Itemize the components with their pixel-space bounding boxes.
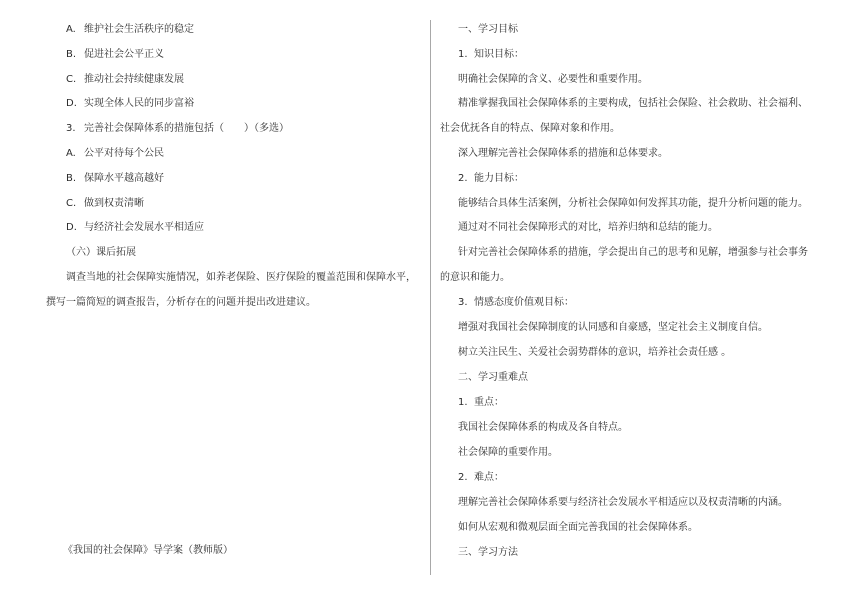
subheading-number: 1. xyxy=(458,49,468,60)
option-marker: A. xyxy=(66,24,76,35)
subheading-title: 能力目标： xyxy=(474,173,524,184)
subheading-difficulty xyxy=(458,471,504,485)
subheading-number: 3. xyxy=(458,297,468,308)
subheading-knowledge xyxy=(458,48,524,62)
paragraph-line: 的意识和能力。 xyxy=(440,272,510,283)
paragraph-line: 精准掌握我国社会保障体系的主要构成，包括社会保险、社会救助、社会福利、 xyxy=(458,98,808,109)
option-text: 保障水平越高越好 xyxy=(84,173,164,184)
q3-option-a xyxy=(66,147,164,161)
option-text: 促进社会公平正义 xyxy=(84,49,164,60)
option-c xyxy=(66,73,184,87)
subheading-number: 2. xyxy=(458,472,468,483)
column-divider xyxy=(430,20,431,575)
paragraph-line: 深入理解完善社会保障体系的措施和总体要求。 xyxy=(458,148,668,159)
q3-option-d xyxy=(66,221,204,235)
option-marker: B. xyxy=(66,173,77,184)
subheading-title: 情感态度价值观目标： xyxy=(474,297,574,308)
option-text: 与经济社会发展水平相适应 xyxy=(84,222,204,233)
option-a xyxy=(66,23,194,37)
question-number: 3. xyxy=(66,123,76,134)
paragraph-line: 针对完善社会保障体系的措施，学会提出自己的思考和见解，增强参与社会事务 xyxy=(458,247,808,258)
subheading-title: 知识目标： xyxy=(474,49,524,60)
section-heading-objectives: 一、学习目标 xyxy=(458,24,518,35)
question-3 xyxy=(66,122,289,136)
option-marker: A. xyxy=(66,148,76,159)
q3-option-b xyxy=(66,172,164,186)
question-stem: 完善社会保障体系的措施包括（ ）（多选） xyxy=(84,123,289,134)
option-text: 推动社会持续健康发展 xyxy=(84,74,184,85)
extension-heading: （六）课后拓展 xyxy=(66,247,136,258)
option-text: 实现全体人民的同步富裕 xyxy=(84,98,194,109)
paragraph-line: 增强对我国社会保障制度的认同感和自豪感，坚定社会主义制度自信。 xyxy=(458,322,768,333)
subheading-title: 难点： xyxy=(474,472,504,483)
paragraph-line: 我国社会保障体系的构成及各自特点。 xyxy=(458,422,628,433)
option-marker: C. xyxy=(66,198,77,209)
paragraph-line: 社会优抚各自的特点、保障对象和作用。 xyxy=(440,123,620,134)
subheading-number: 2. xyxy=(458,173,468,184)
option-marker: D. xyxy=(66,98,77,109)
paragraph-line: 如何从宏观和微观层面全面完善我国的社会保障体系。 xyxy=(458,522,698,533)
section-heading-methods: 三、学习方法 xyxy=(458,547,518,558)
paragraph-line: 通过对不同社会保障形式的对比，培养归纳和总结的能力。 xyxy=(458,222,718,233)
subheading-focus xyxy=(458,396,504,410)
extension-paragraph-line: 撰写一篇简短的调查报告，分析存在的问题并提出改进建议。 xyxy=(46,297,316,308)
q3-option-c xyxy=(66,197,144,211)
option-text: 公平对待每个公民 xyxy=(84,148,164,159)
subheading-ability xyxy=(458,172,524,186)
paragraph-line: 明确社会保障的含义、必要性和重要作用。 xyxy=(458,74,648,85)
paragraph-line: 能够结合具体生活案例，分析社会保障如何发挥其功能，提升分析问题的能力。 xyxy=(458,198,808,209)
option-text: 维护社会生活秩序的稳定 xyxy=(84,24,194,35)
page-footer: 《我国的社会保障》导学案（教师版） xyxy=(63,545,233,556)
option-marker: C. xyxy=(66,74,77,85)
paragraph-line: 社会保障的重要作用。 xyxy=(458,447,558,458)
subheading-number: 1. xyxy=(458,397,468,408)
subheading-values xyxy=(458,296,574,310)
extension-paragraph-line: 调查当地的社会保障实施情况，如养老保险、医疗保险的覆盖范围和保障水平， xyxy=(66,272,416,283)
section-heading-key-points: 二、学习重难点 xyxy=(458,372,528,383)
paragraph-line: 树立关注民生、关爱社会弱势群体的意识，培养社会责任感 。 xyxy=(458,347,732,358)
option-marker: B. xyxy=(66,49,77,60)
option-marker: D. xyxy=(66,222,77,233)
subheading-title: 重点： xyxy=(474,397,504,408)
option-b xyxy=(66,48,164,62)
option-d xyxy=(66,97,194,111)
paragraph-line: 理解完善社会保障体系要与经济社会发展水平相适应以及权责清晰的内涵。 xyxy=(458,497,788,508)
option-text: 做到权责清晰 xyxy=(84,198,144,209)
